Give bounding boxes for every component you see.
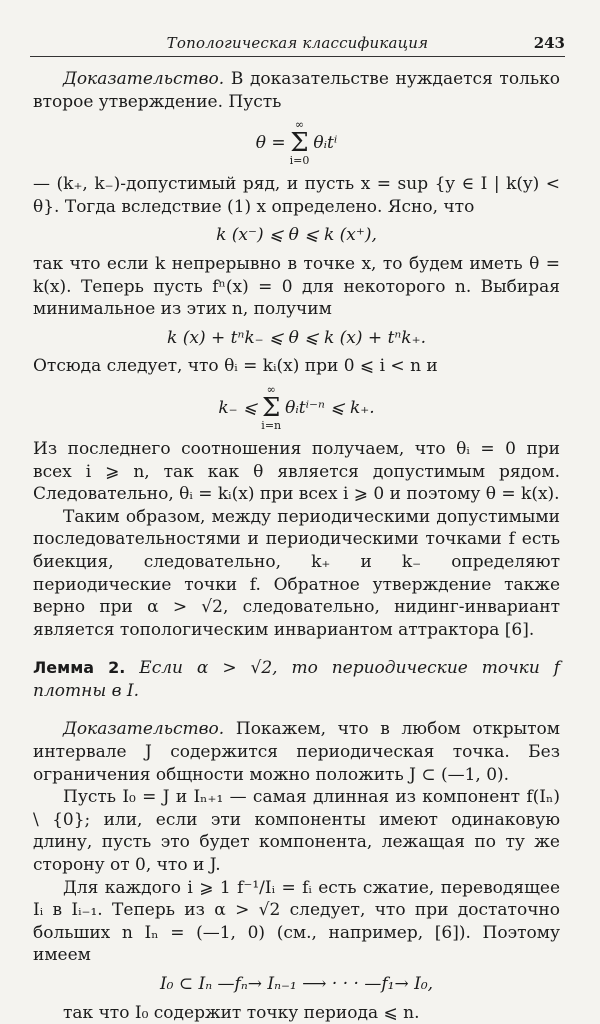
summation-sign [261, 384, 281, 432]
sum-lower-limit: i=0 [289, 154, 310, 168]
paragraph-8: Пусть I₀ = J и Iₙ₊₁ — самая длинная из компонент f(Iₙ) \ {0}; или, если эти компоненты имеют одинаковую длину, пусть это будет компонента, лежащая по ту же сторону от 0, что и J. [33, 787, 560, 876]
proof-paragraph-2 [33, 718, 560, 786]
paragraph-5: Из последнего соотношения получаем, что θᵢ = 0 при всех i ⩾ n, так как θ является допустимым рядом. Следовательно, θᵢ = kᵢ(x) при всех i ⩾ 0 и поэтому θ = k(x). [33, 438, 560, 505]
paragraph-3: так что если k непрерывно в точке x, то будем иметь θ = k(x). Теперь пусть fⁿ(x) = 0 для некоторого n. Выбирая минимальное из этих n, получим [33, 253, 560, 320]
sum-lower-limit: i=n [261, 418, 282, 432]
sigma-symbol: Σ [290, 128, 309, 159]
equation-lhs: k₋ ⩽ [218, 397, 258, 418]
paragraph-text: Покажем, что в любом открытом интервале J содержится периодическая точка. Без ограничения общности можно положить J ⊂ (—1, 0). [33, 719, 560, 785]
lemma-label: Лемма 2. [33, 658, 126, 678]
running-title: Топологическая классификация [166, 34, 429, 52]
page-number: 243 [533, 34, 565, 52]
running-header [30, 30, 565, 57]
paragraph-2: — (k₊, k₋)-допустимый ряд, и пусть x = sup {y ∈ I | k(y) < θ}. Тогда вследствие (1) x определено. Ясно, что [33, 174, 560, 217]
equation-k-tn: k (x) + tⁿk₋ ⩽ θ ⩽ k (x) + tⁿk₊. [167, 327, 426, 348]
paragraph-6: Таким образом, между периодическими допустимыми последовательностями и периодическими точками f есть биекция, следовательно, k₊ и k₋ определяют периодические точки f. Обратное утверждение также верно при α > √2, следовательно, нидинг-инвариант является топологическим инвариантом аттрактора [6]. [33, 506, 560, 640]
paragraph-4: Отсюда следует, что θᵢ = kᵢ(x) при 0 ⩽ i < n и [33, 356, 438, 377]
equation-theta-sum [33, 119, 560, 167]
lemma-text: Если α > √2, то периодические точки f плотны в I. [33, 658, 560, 701]
equation-lhs: θ = [255, 132, 286, 153]
equation-rhs: θᵢtⁱ [313, 132, 338, 153]
equation-rhs: θᵢtⁱ⁻ⁿ ⩽ k₊. [285, 397, 375, 418]
sigma-symbol: Σ [262, 392, 281, 423]
equation-k-bounds: k (x⁻) ⩽ θ ⩽ k (x⁺), [216, 225, 377, 246]
page-body [33, 68, 560, 1024]
sum-upper-limit: ∞ [266, 382, 276, 396]
lemma-2 [33, 657, 560, 702]
paragraph-10: так что I₀ содержит точку периода ⩽ n. [63, 1002, 420, 1023]
paragraph-9: Для каждого i ⩾ 1 f⁻¹/Iᵢ = fᵢ есть сжатие, переводящее Iᵢ в Iᵢ₋₁. Теперь из α > √2 следует, что при достаточно больших n Iₙ = (—1, 0) (см., например, [6]). Поэтому имеем [33, 877, 560, 966]
paragraph-text: В доказательстве нуждается только второе утверждение. Пусть [33, 69, 560, 112]
equation-arrow-chain: I₀ ⊂ Iₙ —fₙ→ Iₙ₋₁ ⟶ · · · —f₁→ I₀, [159, 974, 434, 994]
sum-upper-limit: ∞ [294, 118, 305, 132]
proof-paragraph-1 [33, 68, 560, 113]
summation-sign [290, 119, 310, 167]
proof-label: Доказательство. [63, 69, 225, 89]
equation-k-sum [33, 384, 560, 432]
proof-label: Доказательство. [63, 719, 225, 740]
